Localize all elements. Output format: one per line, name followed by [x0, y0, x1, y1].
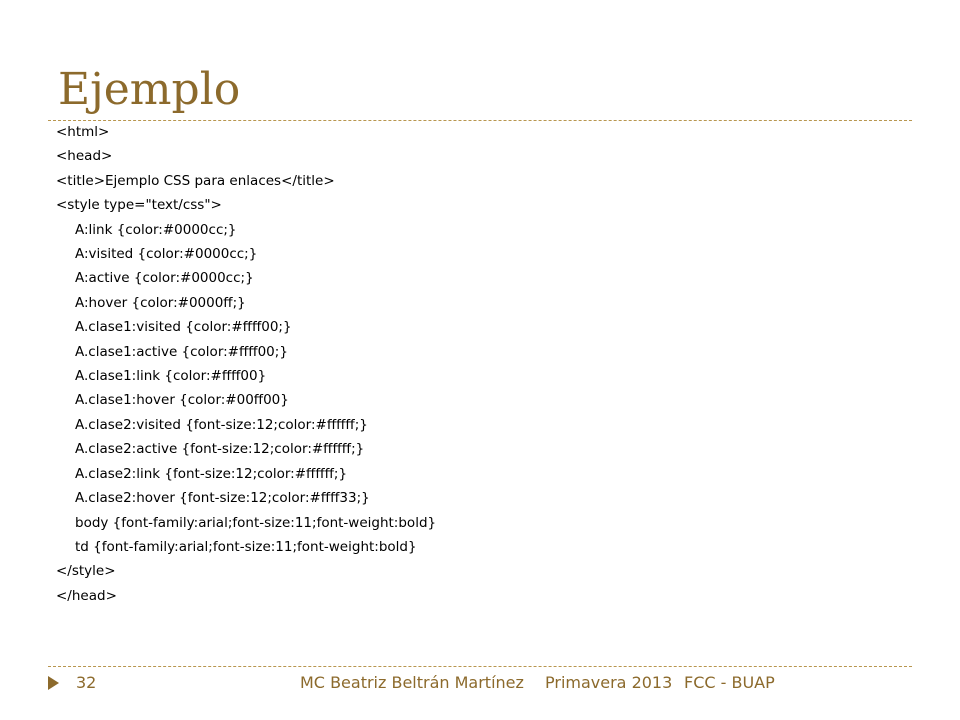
code-line: A.clase2:hover {font-size:12;color:#ffff33;}	[75, 490, 370, 507]
code-line: <title>Ejemplo CSS para enlaces</title>	[56, 172, 335, 189]
footer-divider	[48, 666, 912, 667]
code-line: A:visited {color:#0000cc;}	[75, 246, 258, 263]
code-line: td {font-family:arial;font-size:11;font-weight:bold}	[75, 538, 417, 555]
code-line: </style>	[56, 563, 116, 580]
code-line: <html>	[56, 124, 110, 140]
code-line: body {font-family:arial;font-size:11;font-weight:bold}	[75, 514, 437, 531]
triangle-bullet-icon	[48, 676, 59, 690]
code-line: A.clase1:link {color:#ffff00}	[75, 368, 267, 385]
footer-term: Primavera 2013	[545, 673, 673, 692]
code-line: <style type="text/css">	[56, 197, 222, 214]
code-listing	[56, 120, 896, 608]
slide-number: 32	[76, 673, 97, 692]
code-line: A:active {color:#0000cc;}	[75, 270, 254, 287]
code-line: A.clase1:active {color:#ffff00;}	[75, 343, 288, 360]
code-line: <head>	[56, 148, 113, 165]
slide-title: Ejemplo	[58, 64, 241, 115]
code-line: A.clase1:hover {color:#00ff00}	[75, 392, 289, 409]
code-line: A:link {color:#0000cc;}	[75, 221, 237, 238]
code-line: A:hover {color:#0000ff;}	[75, 294, 246, 311]
footer-school: FCC - BUAP	[684, 673, 775, 692]
code-line: A.clase2:link {font-size:12;color:#ffffff;}	[75, 465, 348, 482]
footer-author: MC Beatriz Beltrán Martínez	[300, 673, 524, 692]
code-line: A.clase1:visited {color:#ffff00;}	[75, 319, 292, 336]
code-line: </head>	[56, 587, 117, 604]
code-line: A.clase2:active {font-size:12;color:#ffffff;}	[75, 441, 365, 458]
code-line: A.clase2:visited {font-size:12;color:#ffffff;}	[75, 416, 368, 433]
